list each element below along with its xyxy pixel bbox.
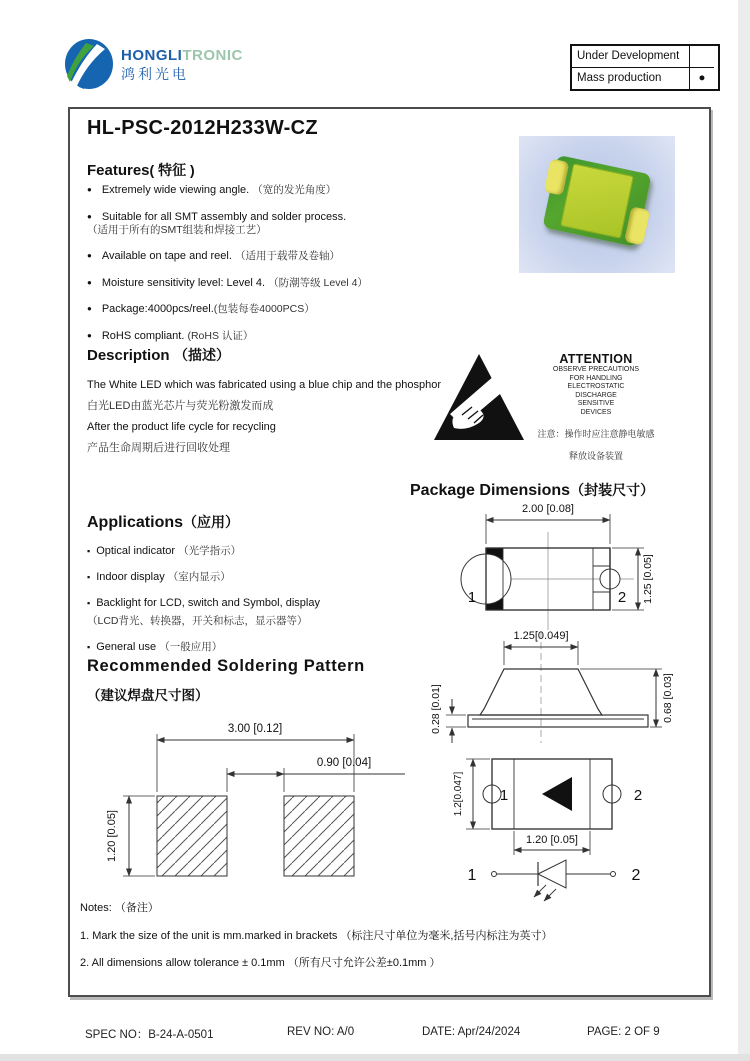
package-dimensions-heading bbox=[410, 480, 654, 500]
company-logo bbox=[64, 38, 243, 90]
soldering-heading bbox=[87, 657, 365, 676]
feature-text-en: RoHS compliant. bbox=[101, 329, 185, 342]
pin2-label: 2 bbox=[633, 787, 643, 804]
led-chip-image bbox=[542, 155, 651, 247]
applications-heading-cn: （应用） bbox=[183, 514, 240, 530]
pin1-label: 1 bbox=[499, 787, 509, 804]
scan-edge-right bbox=[738, 0, 750, 1061]
schematic-pin1: 1 bbox=[467, 867, 477, 884]
soldering-pattern-drawing bbox=[97, 720, 412, 900]
feature-text-cn: （适用于所有的SMT组装和焊接工艺） bbox=[87, 223, 267, 236]
brand-name-chinese: 鸿利光电 bbox=[121, 66, 189, 83]
feature-item bbox=[87, 183, 527, 197]
attention-line: ELECTROSTATIC bbox=[567, 383, 625, 391]
application-text-cn: （一般应用） bbox=[159, 641, 223, 653]
attention-line: DISCHARGE bbox=[575, 391, 617, 399]
part-number-title: HL-PSC-2012H233W-CZ bbox=[87, 117, 318, 139]
feature-text-en: Extremely wide viewing angle. bbox=[101, 184, 250, 196]
dim-side-height: 0.68 [0.03] bbox=[662, 673, 674, 723]
led-right-contact bbox=[624, 206, 650, 245]
footer-page: PAGE: 2 OF 9 bbox=[587, 1026, 660, 1038]
attention-cn-line2: 释放设备装置 bbox=[568, 450, 623, 461]
dim-top-width: 2.00 [0.08] bbox=[522, 503, 574, 515]
bullet-dot-icon: ● bbox=[87, 185, 92, 194]
note-item: 2. All dimensions allow tolerance ± 0.1mm （所有尺寸允许公差±0.1mm ） bbox=[80, 957, 441, 969]
package-dimensions-heading-cn: （封装尺寸） bbox=[570, 482, 655, 498]
bullet-square-icon: ▪ bbox=[87, 598, 91, 608]
description-heading-en: Description bbox=[87, 347, 170, 364]
package-top-view-drawing bbox=[438, 502, 678, 635]
feature-item bbox=[87, 329, 527, 343]
attention-title: ATTENTION bbox=[559, 352, 633, 366]
description-heading bbox=[87, 345, 230, 365]
attention-line: DEVICES bbox=[580, 408, 612, 416]
esd-warning-icon bbox=[432, 352, 527, 444]
features-heading-en: Features bbox=[87, 162, 150, 179]
scan-edge-bottom bbox=[0, 1054, 750, 1061]
bullet-dot-icon: ● bbox=[87, 251, 92, 260]
pin2-label: 2 bbox=[617, 589, 627, 606]
status-label-under-development: Under Development bbox=[572, 46, 690, 68]
dim-side-topwidth: 1.25[0.049] bbox=[513, 630, 569, 642]
feature-text-cn: (包装每卷4000PCS） bbox=[213, 303, 315, 315]
soldering-heading-en: Recommended Soldering Pattern bbox=[87, 657, 365, 675]
applications-list bbox=[87, 545, 427, 667]
package-dimensions-heading-en: Package Dimensions bbox=[410, 482, 571, 499]
application-text-en: General use bbox=[96, 641, 157, 653]
feature-text-cn: （适用于载带及卷轴） bbox=[234, 250, 340, 262]
feature-text-cn: (RoHS 认证） bbox=[187, 329, 254, 342]
brand-name-light: TRONIC bbox=[182, 47, 243, 64]
feature-text-en: Available on tape and reel. bbox=[101, 250, 232, 262]
features-list bbox=[87, 183, 527, 355]
notes-heading: Notes: （备注） bbox=[80, 902, 159, 914]
led-left-contact bbox=[544, 158, 570, 195]
logo-text bbox=[121, 38, 243, 82]
applications-heading-en: Applications bbox=[87, 514, 184, 531]
dim-side-thickness: 0.28 [0.01] bbox=[430, 684, 442, 734]
dim-top-height: 1.25 [0.05] bbox=[642, 554, 654, 604]
applications-heading bbox=[87, 512, 239, 532]
attention-block bbox=[528, 352, 664, 462]
hongli-logo-icon bbox=[64, 38, 114, 90]
bullet-square-icon: ▪ bbox=[87, 642, 91, 652]
application-text-cn: （光学指示） bbox=[178, 545, 242, 557]
led-phosphor-area bbox=[560, 163, 634, 238]
attention-line: SENSITIVE bbox=[577, 400, 615, 408]
production-status-table bbox=[570, 44, 720, 91]
description-heading-cn: （描述） bbox=[173, 347, 230, 363]
bullet-dot-icon: ● bbox=[87, 277, 92, 287]
application-text-cn: （LCD背光、转换器，开关和标志，显示器等） bbox=[87, 615, 308, 627]
status-label-mass-production: Mass production bbox=[572, 68, 690, 89]
soldering-heading-cn: （建议焊盘尺寸图） bbox=[87, 688, 209, 703]
footer-spec-no: SPEC NO：B-24-A-0501 bbox=[85, 1029, 214, 1041]
description-line: 白光LED由蓝光芯片与荧光粉激发而成 bbox=[87, 400, 274, 412]
application-text-cn: （室内显示） bbox=[167, 571, 231, 583]
feature-text-en: Moisture sensitivity level: Level 4. bbox=[101, 276, 266, 289]
application-item bbox=[87, 641, 427, 654]
description-line: The White LED which was fabricated using a blue chip and the phosphor bbox=[87, 379, 442, 391]
note-item: 1. Mark the size of the unit is mm.marked in brackets （标注尺寸单位为毫米,括号内标注为英寸） bbox=[80, 929, 553, 942]
application-text-en: Optical indicator bbox=[96, 545, 176, 557]
led-schematic-drawing bbox=[458, 852, 658, 904]
status-mark-mass-production: ● bbox=[698, 72, 706, 84]
description-line: After the product life cycle for recycling bbox=[87, 421, 276, 433]
application-text-en: Indoor display bbox=[96, 571, 165, 583]
attention-cn-line1: 注意：操作时应注意静电敏感 bbox=[537, 428, 655, 439]
dim-solder-gap: 0.90 [0.04] bbox=[316, 757, 372, 769]
bullet-dot-icon: ● bbox=[87, 211, 92, 221]
feature-item bbox=[87, 210, 527, 237]
feature-text-en: Suitable for all SMT assembly and solder process. bbox=[101, 210, 347, 223]
feature-item bbox=[87, 249, 527, 263]
status-mark-under-development bbox=[690, 46, 714, 68]
feature-item bbox=[87, 276, 527, 290]
pin1-label: 1 bbox=[467, 589, 477, 606]
feature-text-en: Package:4000pcs/reel. bbox=[101, 303, 214, 315]
description-line: 产品生命周期后进行回收处理 bbox=[87, 442, 230, 454]
package-front-view-drawing bbox=[452, 747, 677, 865]
application-item bbox=[87, 571, 427, 584]
bullet-square-icon: ▪ bbox=[87, 572, 91, 582]
features-heading-cn: ( 特征 ) bbox=[149, 162, 195, 178]
dim-solder-pad-height: 1.20 [0.05] bbox=[106, 810, 118, 862]
datasheet-body bbox=[68, 107, 711, 997]
footer-rev-no: REV NO: A/0 bbox=[287, 1026, 355, 1038]
application-item bbox=[87, 545, 427, 558]
feature-item bbox=[87, 302, 527, 316]
schematic-pin2: 2 bbox=[631, 867, 641, 884]
footer-date: DATE: Apr/24/2024 bbox=[422, 1026, 521, 1038]
dim-front-width: 1.20 [0.05] bbox=[526, 834, 578, 846]
dim-front-height: 1.2[0.047] bbox=[453, 771, 464, 817]
application-item bbox=[87, 597, 427, 628]
features-heading bbox=[87, 160, 195, 180]
attention-line: OBSERVE PRECAUTIONS bbox=[552, 366, 640, 373]
dim-solder-total-width: 3.00 [0.12] bbox=[227, 723, 283, 735]
product-photo bbox=[519, 136, 675, 273]
brand-name-bold: HONGLI bbox=[121, 47, 183, 64]
attention-line: FOR HANDLING bbox=[569, 374, 623, 382]
bullet-dot-icon: ● bbox=[87, 330, 92, 340]
bullet-dot-icon: ● bbox=[87, 304, 92, 313]
feature-text-cn: （防潮等级 Level 4） bbox=[268, 276, 368, 289]
application-text-en: Backlight for LCD, switch and Symbol, display bbox=[96, 597, 320, 609]
package-side-view-drawing bbox=[426, 629, 691, 747]
feature-text-cn: （宽的发光角度） bbox=[252, 184, 337, 196]
bullet-square-icon: ▪ bbox=[87, 546, 91, 556]
notes-section bbox=[80, 902, 695, 985]
